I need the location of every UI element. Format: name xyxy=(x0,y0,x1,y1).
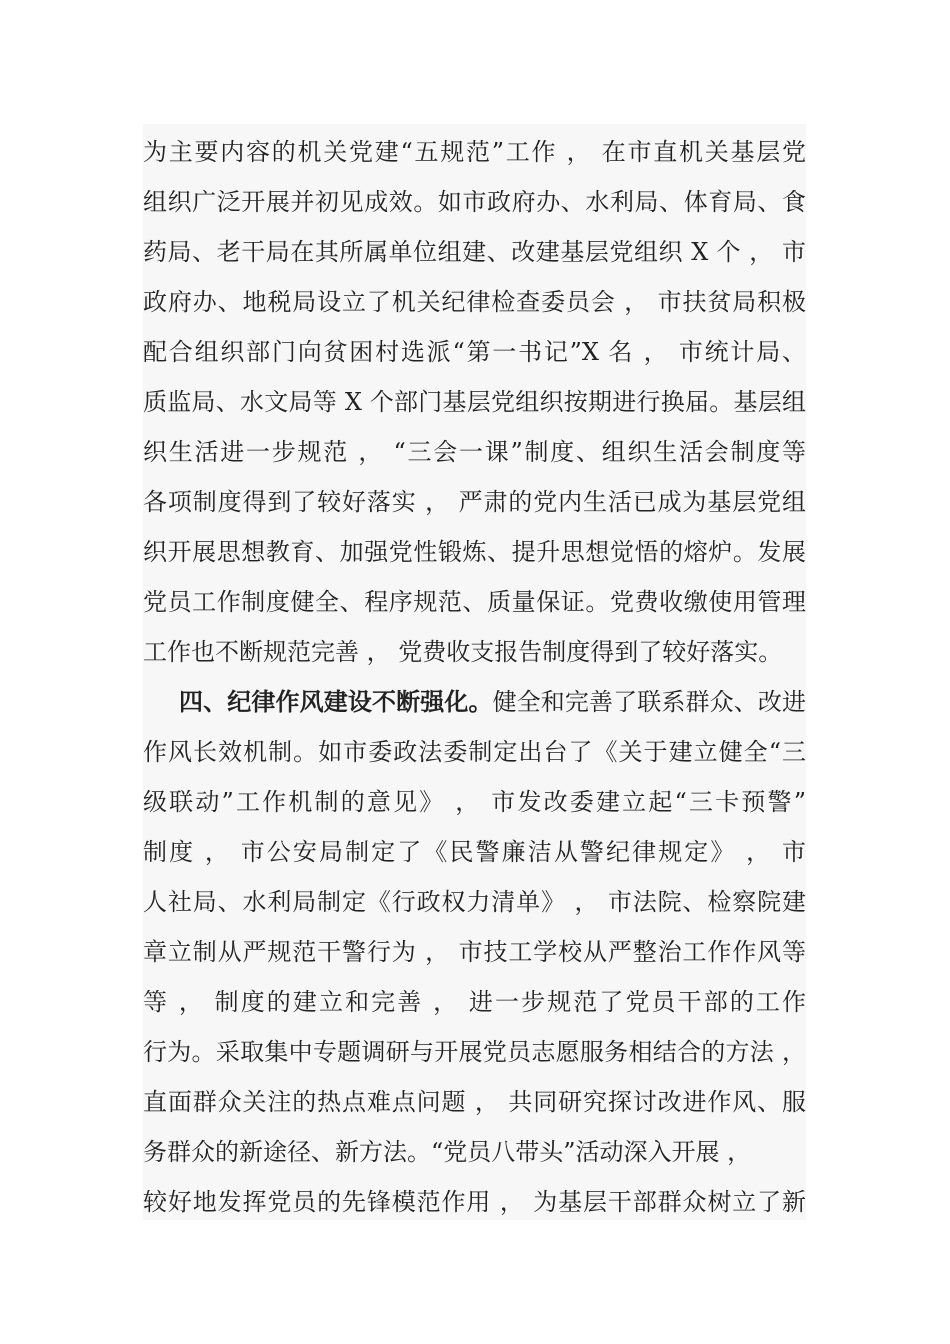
text-line: 配合组织部门向贫困村选派“第一书记”X 名 ， 市统计局、 xyxy=(143,338,806,366)
text-line: 质监局、水文局等 X 个部门基层党组织按期进行换届。基层组 xyxy=(143,388,806,416)
text-line: 级联动”工作机制的意见》 ， 市发改委建立起“三卡预警” xyxy=(143,788,806,816)
text-line: 直面群众关注的热点难点问题 ， 共同研究探讨改进作风、服 xyxy=(143,1088,806,1116)
text-line: 等 ， 制度的建立和完善 ， 进一步规范了党员干部的工作 xyxy=(143,988,806,1016)
text-line: 党员工作制度健全、程序规范、质量保证。党费收缴使用管理 xyxy=(143,588,806,616)
section-heading-line xyxy=(143,677,806,727)
text-line: 作风长效机制。如市委政法委制定出台了《关于建立健全“三 xyxy=(143,738,806,766)
text-line: 行为。采取集中专题调研与开展党员志愿服务相结合的方法 ， xyxy=(143,1038,806,1066)
text-line: 人社局、水利局制定《行政权力清单》 ， 市法院、检察院建 xyxy=(143,888,806,916)
text-line: 为主要内容的机关党建“五规范”工作 ， 在市直机关基层党 xyxy=(143,138,806,166)
text-line: 政府办、地税局设立了机关纪律检查委员会 ， 市扶贫局积极 xyxy=(143,288,806,316)
body-text xyxy=(143,124,806,1220)
text-line: 织生活进一步规范 ， “三会一课”制度、组织生活会制度等 xyxy=(143,438,806,466)
text-line: 较好地发挥党员的先锋模范作用 ， 为基层干部群众树立了新 xyxy=(143,1188,806,1216)
text-line: 章立制从严规范干警行为 ， 市技工学校从严整治工作作风等 xyxy=(143,938,806,966)
text-line: 务群众的新途径、新方法。“党员八带头”活动深入开展 ， xyxy=(143,1138,752,1166)
section-heading-rest: 健全和完善了联系群众、改进 xyxy=(492,688,806,716)
text-line: 组织广泛开展并初见成效。如市政府办、水利局、体育局、食 xyxy=(143,188,806,216)
text-line: 药局、老干局在其所属单位组建、改建基层党组织 X 个 ， 市 xyxy=(143,238,806,266)
section-heading: 四、纪律作风建设不断强化。 xyxy=(179,687,493,716)
text-line: 织开展思想教育、加强党性锻炼、提升思想觉悟的熔炉。发展 xyxy=(143,538,806,566)
text-line: 各项制度得到了较好落实 ， 严肃的党内生活已成为基层党组 xyxy=(143,488,806,516)
text-line: 工作也不断规范完善 ， 党费收支报告制度得到了较好落实。 xyxy=(143,638,783,666)
text-line: 制度 ， 市公安局制定了《民警廉洁从警纪律规定》 ， 市 xyxy=(143,838,806,866)
